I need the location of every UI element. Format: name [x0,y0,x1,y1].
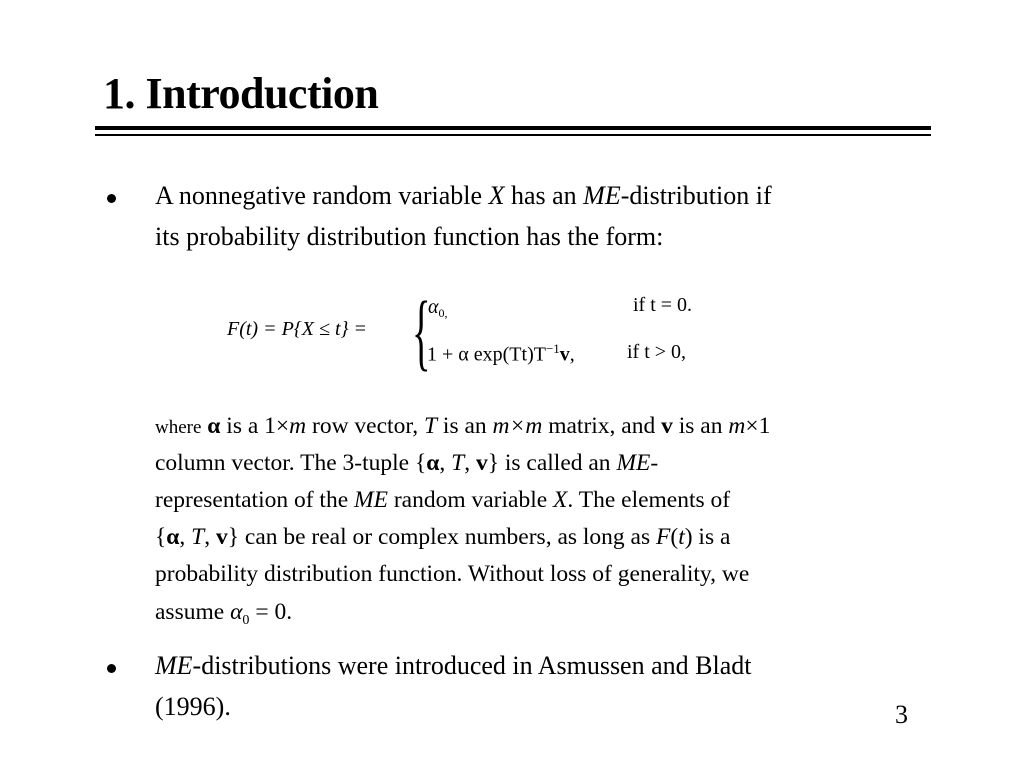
term-ME: ME [616,450,651,476]
page-number: 3 [895,700,908,729]
var-v: v [661,413,673,439]
alpha-bold: α [426,450,440,476]
case2-expr: 1 + α exp(Tt)T [427,343,546,366]
alpha-bold: α [207,413,221,439]
para-line1 [155,413,770,440]
var-t: t [678,524,685,550]
equation-case1 [428,296,448,321]
text-span: ×1 [745,413,771,439]
slide-title: 1. Introduction [103,69,379,118]
var-X: X [488,181,505,210]
para-line3 [155,487,730,514]
var-v: v [215,524,228,550]
text-span: { [155,524,167,550]
text-span: representation of the [155,487,355,513]
term-ME: ME [155,651,193,680]
term-ME: ME [583,181,621,210]
text-span: is an [672,413,729,439]
para-line4 [155,524,730,551]
var-T: T [191,524,205,550]
text-span: where [155,417,202,438]
text-span: , [464,450,476,476]
case1-sub: 0, [438,306,448,321]
var-v: v [475,450,488,476]
text-span: ) is a [684,524,731,550]
equation-case2-condition: if t > 0, [627,341,687,363]
case2-sup: −1 [545,341,560,356]
equation-brace: { [412,283,431,379]
bullet-marker [107,664,116,673]
text-span: assume [155,599,231,625]
bullet1-line1 [155,181,772,211]
para-line2 [155,450,658,477]
alpha-bold: α [166,524,180,550]
case1-alpha: α [428,296,439,318]
var-T: T [423,413,438,439]
text-span: matrix, and [542,413,662,439]
bullet-marker [107,194,116,203]
text-span: A nonnegative random variable [155,181,489,210]
bullet2-line1 [155,651,751,681]
var-m: m [289,413,307,439]
bullet1-line2: its probability distribution function has the form: [155,222,664,251]
text-span: -distribution if [620,181,772,210]
var-T: T [451,450,465,476]
text-span: ( [670,524,679,550]
equation-case2 [427,341,575,367]
text-span: row vector, [306,413,424,439]
title-rule-thick [95,126,931,130]
text-span: has an [504,181,584,210]
alpha-sub: 0 [242,611,250,628]
equation-case1-condition: if t = 0. [633,294,693,316]
term-ME: ME [354,487,388,513]
text-span: , [439,450,452,476]
text-span: -distributions were introduced in Asmussen and Bladt [192,651,752,680]
text-span: is an [437,413,493,439]
var-alpha: α [230,599,243,625]
var-mxm: m×m [492,413,543,439]
equation-lhs-text: F(t) = P{X ≤ t} = [227,318,368,340]
para-line6 [155,599,292,629]
text-span: random variable [387,487,554,513]
text-span: - [650,450,659,476]
text-span: , [204,524,216,550]
text-span: is a 1× [220,413,290,439]
text-span: = 0. [249,599,293,625]
var-m: m [728,413,746,439]
case2-v: v [559,343,570,366]
text-span: column vector. The 3-tuple { [155,450,427,476]
equation-lhs [227,318,367,341]
var-X: X [553,487,568,513]
var-F: F [656,524,671,550]
bullet2-line2: (1996). [155,692,231,721]
text-span: , [179,524,192,550]
text-span: } is called an [487,450,617,476]
para-line5: probability distribution function. Without loss of generality, we [155,561,750,587]
text-span: . The elements of [567,487,731,513]
text-span: } can be real or complex numbers, as long as [227,524,657,550]
title-rule-thin [95,134,931,136]
case2-comma: , [569,343,575,366]
